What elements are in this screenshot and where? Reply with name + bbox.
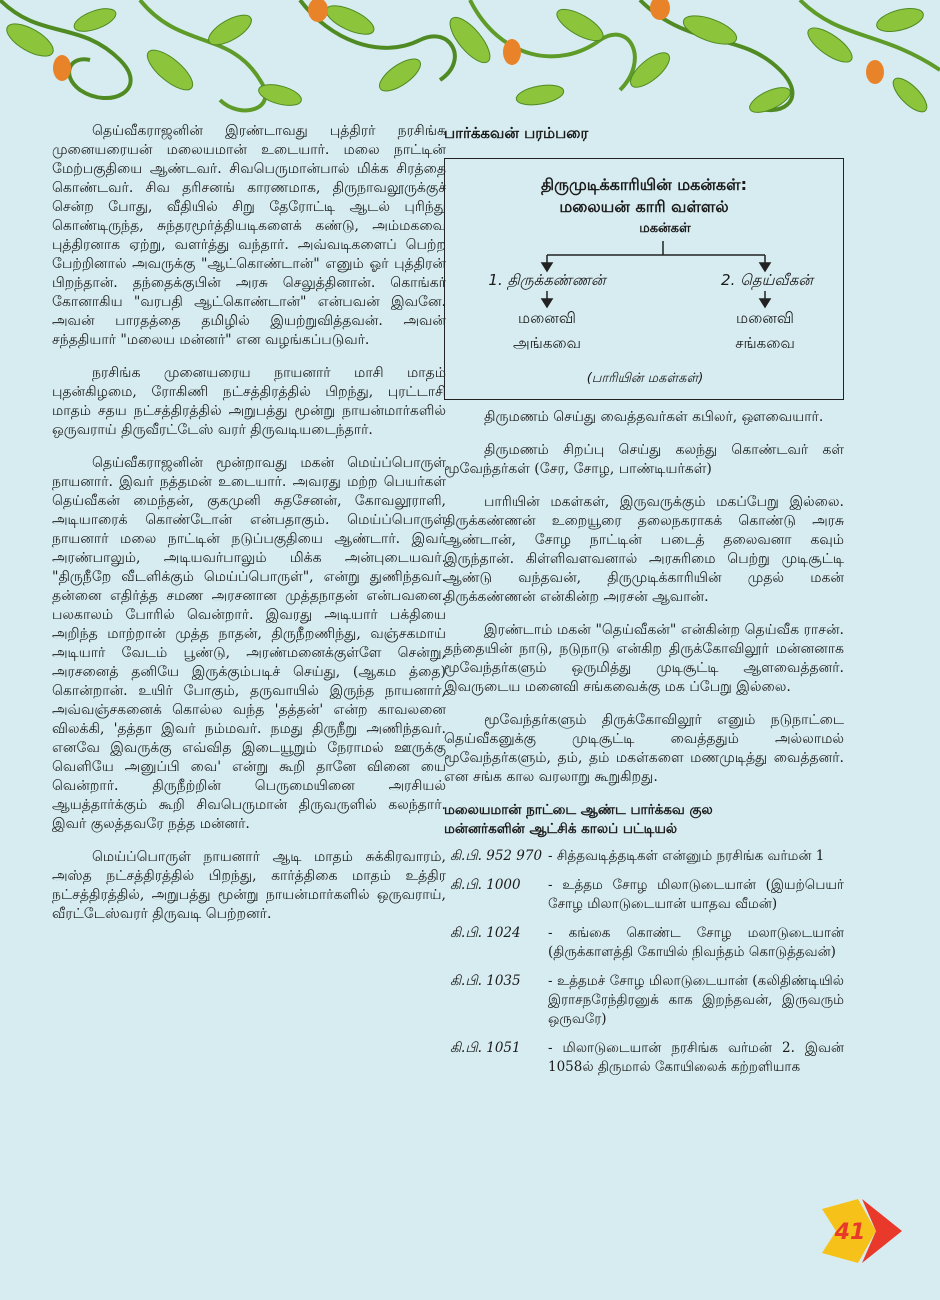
ruler-row [444, 847, 844, 866]
son-1-name: 1. திருக்கண்ணன் [488, 271, 606, 289]
ruler-row [444, 876, 844, 914]
family-tree-box [444, 158, 844, 400]
family-box-title-2: மலையன் காரி வள்ளல் [559, 197, 729, 216]
ruler-description: - சித்தவடித்தடிகள் என்னும் நரசிங்க வர்மன் 1 [548, 848, 825, 864]
wife-label-1: மனைவி [518, 309, 576, 327]
left-paragraph-1: தெய்வீகராஜனின் இரண்டாவது புத்திரர் நரசிங்க முனையரையன் மலையமான் உடையார். மலை நாட்டின் மேற்பகுதியை ஆண்டவர். சிவபெருமான்பால் மிக்க சிரத்தை கொண்டவர். சிவ தரிசனங் காரணமாக, திருநாவலூருக்குச் சென்ற போது, வீதியில் சிறு தேரோட்டி ஆடல் புரிந்து கொண்டிருந்த, சுந்தரமூர்த்தியடிகளைக் கண்டு, அம்மகவை புத்திரனாக ஏற்று, வளர்த்து வந்தார். அவ்வடிகளைப் பெற்ற பேற்றினால் அவருக்கு "ஆட்கொண்டான்" எனும் ஓர் புத்திரன் பிறந்தான். தந்தைக்குபின் அரசு செலுத்தினான். கொங்கர் கோனாகிய "வரபதி ஆட்கொண்டான்" என்பவன் இவனே. அவன் பாரதத்தை தமிழில் இயற்றுவித்தவன். அவன் சந்ததியார் "மலைய மன்னர்" என வழங்கப்படுவர். [52, 123, 446, 348]
left-paragraph-4: மெய்ப்பொருள் நாயனார் ஆடி மாதம் சுக்கிரவாரம், அஸ்த நட்சத்திரத்தில் பிறந்து, கார்த்திகை மாதம் உத்திர நட்சத்திரத்தில், அறுபத்து மூன்று நாயன்மார்களில் ஒருவராய், வீரட்டேஸ்வரர் திருவடி பெற்றனர். [52, 849, 446, 922]
rulers-title-line-2: மன்னர்களின் ஆட்சிக் காலப் பட்டியல் [444, 821, 678, 837]
rulers-title-line-1: மலையமான் நாட்டை ஆண்ட பார்க்கவ குல [444, 802, 713, 818]
ruler-row [444, 972, 844, 1029]
family-box-title-1: திருமுடிக்காரியின் மகன்கள்: [541, 175, 747, 194]
ruler-date: கி.பி. 1051 [450, 1040, 521, 1056]
sons-label: மகன்கள் [639, 221, 691, 236]
left-paragraph-3: தெய்வீகராஜனின் மூன்றாவது மகன் மெய்ப்பொருள் நாயனார். இவர் நத்தமன் உடையார். அவரது மற்ற பெயர்கள் தெய்வீகன் மைந்தன், குகமுனி சுதசேனன், கோவலூராளி, அடியாரைக் கொண்டோன் என்பதாகும். மெய்ப்பொருள் நாயனார் மலை நாட்டின் நடுப்பகுதியை ஆண்டார். இவர் அரண்பாலும், அடியவர்பாலும் மிக்க அன்புடையவர். "திருநீறே வீடளிக்கும் மெய்ப்பொருள்", என்று துணிந்தவர். தன்னை எதிர்த்த சமண அரசனான முத்தநாதன் என்பவனை. பலகாலம் போரில் வென்றார். இவரது அடியார் பக்தியை அறிந்த மாற்றான் முத்த நாதன், திருநீறணிந்து, வஞ்சகமாய் அடியார் வேடம் பூண்டு, அரண்மனைக்குள்ளே சென்று, அரசனைத் தனியே இருக்கும்படிச் செய்து, (ஆகம த்தை) கொன்றான். உயிர் போகும், தருவாயில் இருந்த நாயனார், அவ்வஞ்சகனைக் கொல்ல வந்த 'தத்தன்' என்ற காவலனை விலக்கி, 'தத்தா இவர் நம்மவர். நமது திருநீறு அணிந்தவர். எனவே இவருக்கு எவ்வித இடையூறும் நேராமல் ஊருக்கு வெளியே அனுப்பி வை' என்று கூறி தானே வினை யை வென்றார். திருநீற்றின் பெருமையினை அரசியல் ஆயத்தார்க்கும் கூறி சிவபெருமான் திருவருளில் கலந்தார். இவர் குலத்தவரே நத்த மன்னர். [52, 455, 446, 832]
wife-2-name: சங்கவை [735, 334, 795, 352]
wife-1-name: அங்கவை [513, 334, 581, 352]
rulers-list [444, 847, 844, 1077]
ruler-date: கி.பி. 1035 [450, 973, 521, 989]
floral-banner [0, 0, 940, 130]
left-column [52, 122, 446, 938]
section-title: பார்க்கவன் பரம்பரை [444, 124, 589, 142]
wife-label-2: மனைவி [736, 309, 794, 327]
right-paragraph-2: திருமணம் சிறப்பு செய்து கலந்து கொண்டவர் கள் மூவேந்தர்கள் (சேர, சோழ, பாண்டியர்கள்) [444, 442, 844, 477]
ruler-description: - உத்தமச் சோழ மிலாடுடையான் (கலிதிண்டியில் இராசநரேந்திரனுக் காக இறந்தவன், இருவரும் ஒருவரே) [548, 973, 844, 1027]
right-column [444, 122, 844, 1087]
page-number: 41 [834, 1220, 866, 1245]
ruler-description: - மிலாடுடையான் நரசிங்க வர்மன் 2. இவன் 1058ல் திருமால் கோயிலைக் கற்றளியாக [548, 1040, 844, 1075]
ruler-date: கி.பி. 1000 [450, 877, 521, 893]
ruler-description: - கங்கை கொண்ட சோழ மலாடுடையான் (திருக்காளத்தி கோயில் நிவந்தம் கொடுத்தவன்) [548, 925, 844, 960]
right-paragraph-1: திருமணம் செய்து வைத்தவர்கள் கபிலர், ஔவையார். [484, 409, 824, 425]
rulers-list-title [444, 801, 844, 839]
ruler-row [444, 924, 844, 962]
right-paragraph-3: பாரியின் மகள்கள், இருவருக்கும் மகப்பேறு இல்லை. திருக்கண்ணன் உறையூரை தலைநகராகக் கொண்டு அரசு ஆண்டான், சோழ நாட்டின் படைத் தலைவனா கவும் இருந்தான். கிள்ளிவளவனால் அரசுரிமை பெற்று முடிசூட்டி ஆண்டு வந்தவன், திருமுடிக்காரியின் முதல் மகன் திருக்கண்ணன் என்கின்ற அரசன் ஆவான். [444, 494, 844, 605]
right-paragraph-5: மூவேந்தர்களும் திருக்கோவிலூர் எனும் நடுநாட்டை தெய்வீகனுக்கு முடிசூட்டி வைத்ததும் அல்லாமல் மூவேந்தர்களும், தம், தம் மகள்களை மணமுடித்து வைத்தனர். என சங்க கால வரலாறு கூறுகிறது. [444, 712, 844, 785]
ruler-date: கி.பி. 952 970 [450, 848, 543, 864]
ruler-description: - உத்தம சோழ மிலாடுடையான் (இயற்பெயர் சோழ மிலாடுடையான் யாதவ வீமன்) [548, 877, 844, 912]
ruler-date: கி.பி. 1024 [450, 925, 521, 941]
right-paragraph-4: இரண்டாம் மகன் "தெய்வீகன்" என்கின்ற தெய்வீக ராசன். தந்தையின் நாடு, நடுநாடு என்கிற திருக்கோவிலூர் மன்னனாக மூவேந்தர்களும் ஒருமித்து முடிசூட்டி ஆளவைத்தனர். இவருடைய மனைவி சங்கவைக்கு மக ப்பேறு இல்லை. [444, 622, 844, 695]
family-box-note: (பாரியின் மகள்கள்) [586, 371, 704, 386]
son-2-name: 2. தெய்வீகன் [721, 271, 813, 289]
ruler-row [444, 1039, 844, 1077]
left-paragraph-2: நரசிங்க முனையரைய நாயனார் மாசி மாதம் புதன்கிழமை, ரோகிணி நட்சத்திரத்தில் பிறந்து, புரட்டாசி மாதம் சதய நட்சத்திரத்தில் அறுபத்து மூன்று நாயன்மார்களில் ஒருவராய் திருவீரட்டேஸ் வரர் திருவடியடைந்தார். [52, 365, 446, 438]
page-number-badge [818, 1195, 902, 1267]
